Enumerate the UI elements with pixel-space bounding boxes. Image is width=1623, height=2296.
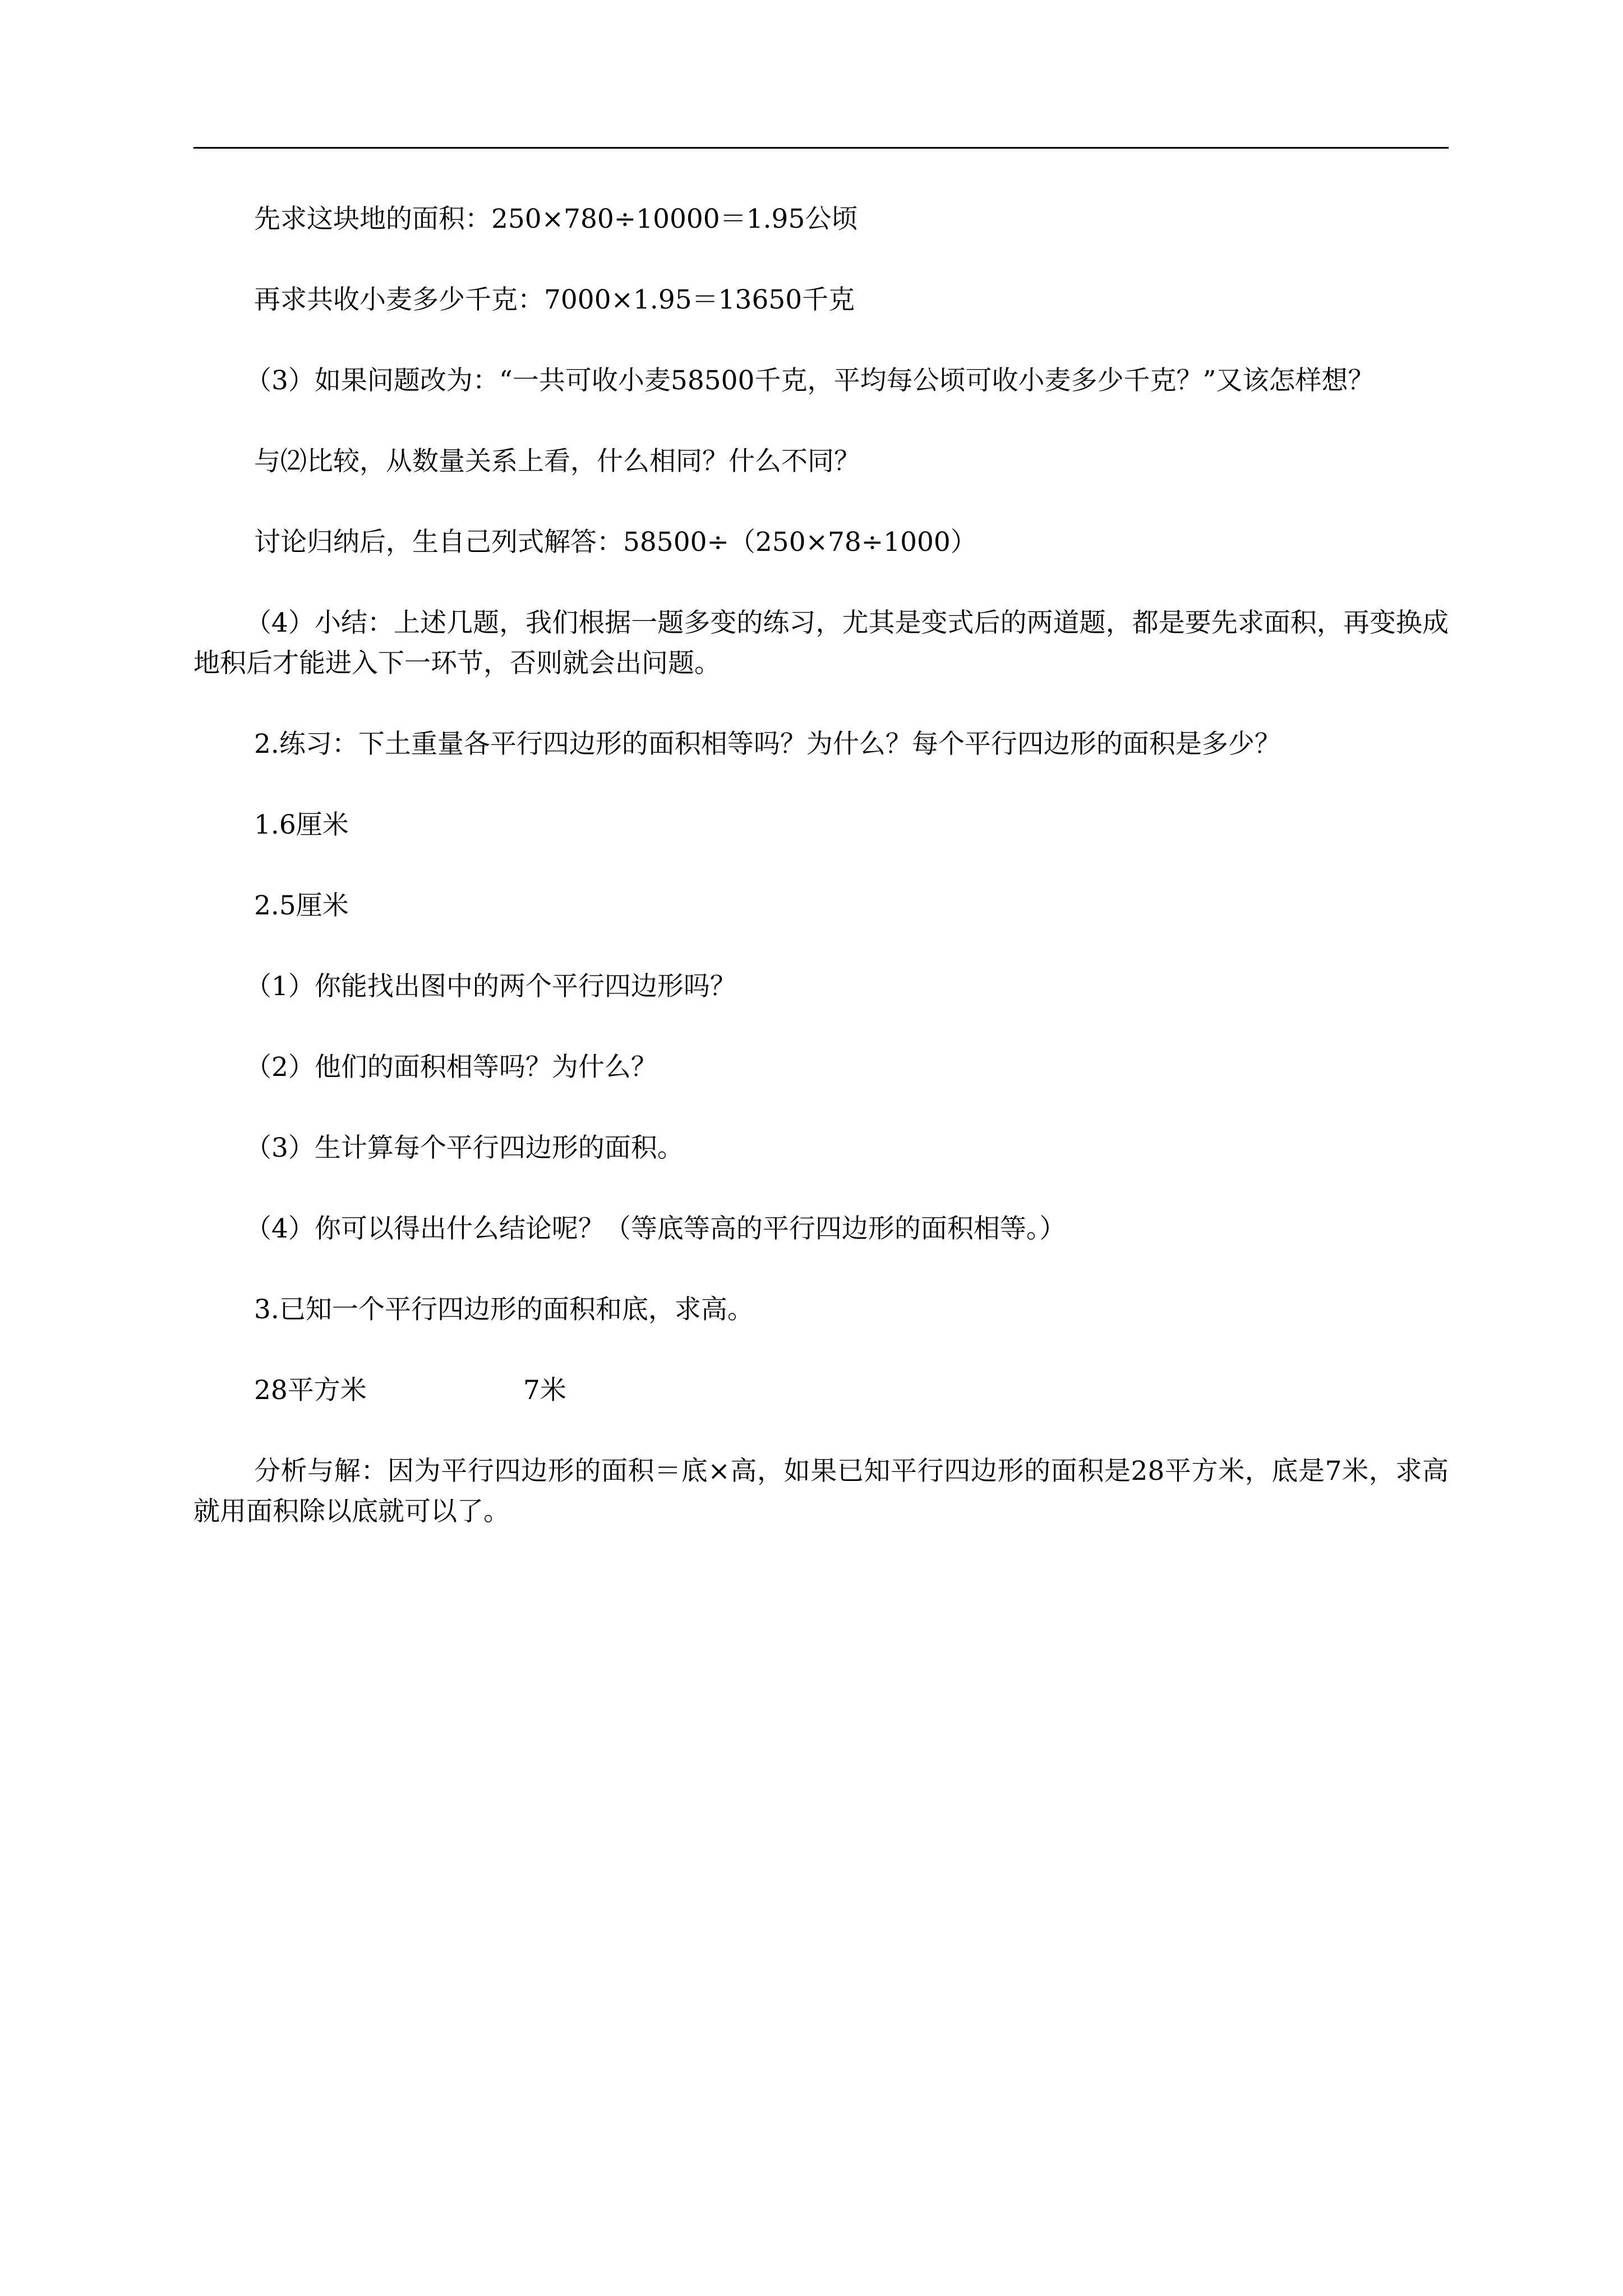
paragraph-exercise-3: 3.已知一个平行四边形的面积和底，求高。 [254,1294,754,1325]
paragraph-sub-3: （3）生计算每个平行四边形的面积。 [245,1133,684,1163]
document-body [193,199,1449,1572]
paragraph-sub-2: （2）他们的面积相等吗？为什么？ [245,1052,657,1083]
paragraph-analysis: 分析与解：因为平行四边形的面积＝底×高，如果已知平行四边形的面积是28平方米，底是7米，求高就用面积除以底就可以了。 [193,1456,1449,1527]
paragraph-exercise-2: 2.练习：下土重量各平行四边形的面积相等吗？为什么？每个平行四边形的面积是多少？ [254,729,1281,760]
given-values-row [193,1370,1449,1411]
given-area: 28平方米 [254,1375,367,1406]
header-rule [193,147,1449,149]
paragraph-summary: （4）小结：上述几题，我们根据一题多变的练习，尤其是变式后的两道题，都是要先求面积，再变换成地积后才能进入下一环节，否则就会出问题。 [193,608,1449,679]
paragraph-sub-1: （1）你能找出图中的两个平行四边形吗？ [245,971,736,1002]
paragraph-area-calc: 先求这块地的面积：250×780÷10000＝1.95公顷 [254,204,858,234]
paragraph-question-3: （3）如果问题改为：“一共可收小麦58500千克，平均每公顷可收小麦多少千克？”又该怎样想？ [245,365,1375,396]
paragraph-sub-4: （4）你可以得出什么结论呢？（等底等高的平行四边形的面积相等。） [245,1213,1066,1244]
paragraph-compare: 与⑵比较，从数量关系上看，什么相同？什么不同？ [254,446,860,477]
paragraph-wheat-total: 再求共收小麦多少千克：7000×1.95＝13650千克 [254,284,855,315]
paragraph-discussion: 讨论归纳后，生自己列式解答：58500÷（250×78÷1000） [254,527,977,558]
given-base: 7米 [523,1375,566,1406]
paragraph-measure-1: 1.6厘米 [254,809,349,840]
paragraph-measure-2: 2.5厘米 [254,890,349,921]
